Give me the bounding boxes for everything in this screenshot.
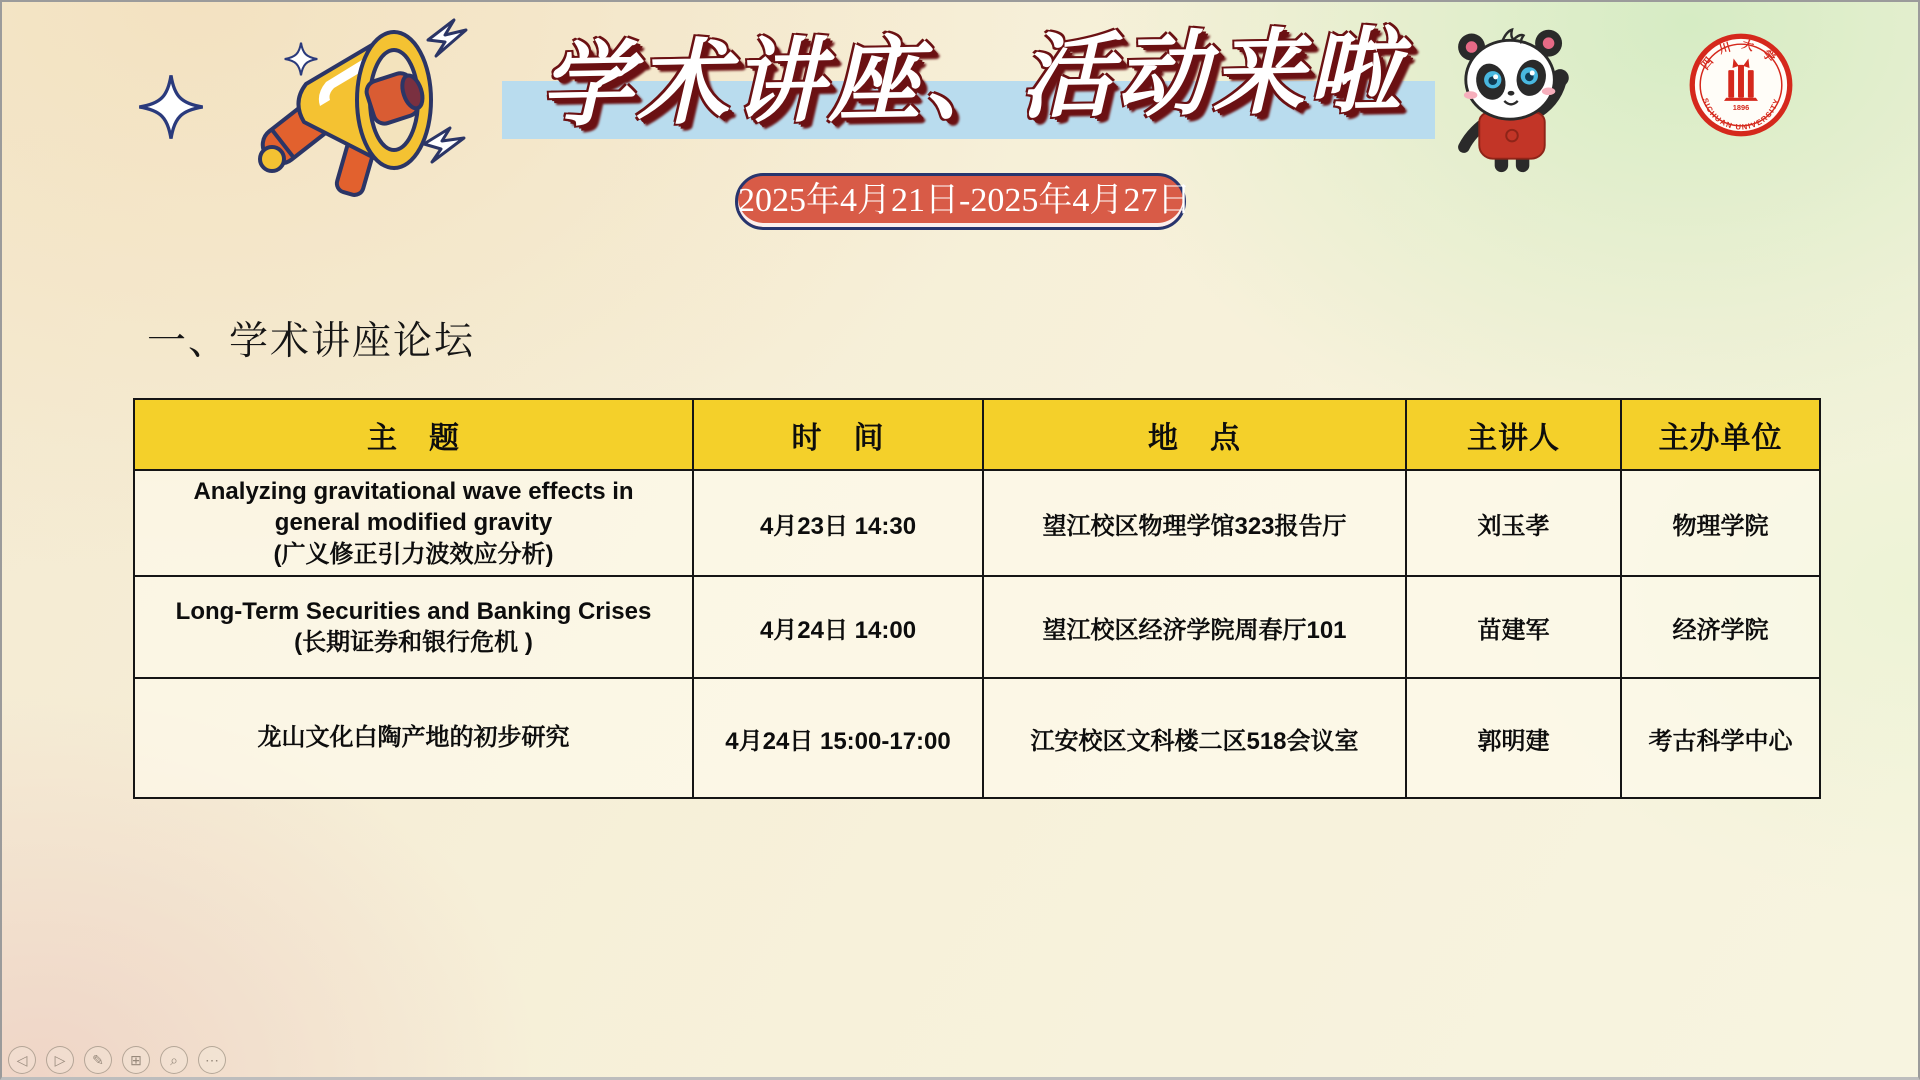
date-range-badge: 2025年4月21日-2025年4月27日 [735,173,1186,230]
cell-topic [134,470,693,576]
sichuan-university-logo [1688,32,1794,138]
slideshow-controls [8,1046,226,1074]
next-icon: ▷ [54,1052,66,1068]
cell-organizer: 经济学院 [1621,576,1820,678]
col-header-location: 地 点 [983,399,1406,470]
cell-speaker: 郭明建 [1406,678,1621,798]
col-header-speaker: 主讲人 [1406,399,1621,470]
slides-grid-icon: ⊞ [130,1052,142,1068]
section-heading: 一、学术讲座论坛 [147,320,476,363]
col-header-time: 时 间 [693,399,983,470]
megaphone-icon [242,4,477,202]
page-title: 学术讲座、活动来啦 [539,16,1405,140]
table-row [134,470,1820,576]
lecture-schedule-table [133,398,1821,799]
cell-speaker: 刘玉孝 [1406,470,1621,576]
cell-location: 江安校区文科楼二区518会议室 [983,678,1406,798]
previous-icon: ◁ [16,1052,28,1068]
magnifier-icon: ⌕ [170,1052,178,1068]
topic-title: 龙山文化白陶产地的初步研究 [257,724,570,752]
sparkle-star-icon [138,74,204,140]
slide-panel-button[interactable] [122,1046,150,1074]
logo-top-text: 四川大学 [1698,37,1784,73]
cell-speaker: 苗建军 [1406,576,1621,678]
zoom-button[interactable] [160,1046,188,1074]
pen-icon: ✎ [92,1052,104,1068]
table-row [134,576,1820,678]
cell-topic [134,576,693,678]
topic-subtitle: (广义修正引力波效应分析) [273,540,554,568]
more-options-button[interactable] [198,1046,226,1074]
cell-location: 望江校区经济学院周春厅101 [983,576,1406,678]
col-header-topic: 主 题 [134,399,693,470]
col-header-organizer: 主办单位 [1621,399,1820,470]
cell-organizer: 物理学院 [1621,470,1820,576]
table-header-row [134,399,1820,470]
topic-subtitle: (长期证券和银行危机 ) [294,629,533,656]
logo-bottom-text: SICHUAN UNIVERSITY [1700,96,1782,132]
panda-mascot-icon [1452,22,1572,176]
topic-title: Long-Term Securities and Banking Crises [175,597,652,625]
topic-title: Analyzing gravitational wave effects in general modified gravity [193,478,634,537]
cell-location: 望江校区物理学馆323报告厅 [983,470,1406,576]
cell-time: 4月23日 14:30 [693,470,983,576]
cell-time: 4月24日 14:00 [693,576,983,678]
cell-organizer: 考古科学中心 [1621,678,1820,798]
next-slide-button[interactable] [46,1046,74,1074]
pen-tool-button[interactable] [84,1046,112,1074]
previous-slide-button[interactable] [8,1046,36,1074]
table-row [134,678,1820,798]
ellipsis-icon: ⋯ [205,1052,219,1068]
cell-time: 4月24日 15:00-17:00 [693,678,983,798]
cell-topic [134,678,693,798]
logo-year: 1896 [1732,102,1750,112]
